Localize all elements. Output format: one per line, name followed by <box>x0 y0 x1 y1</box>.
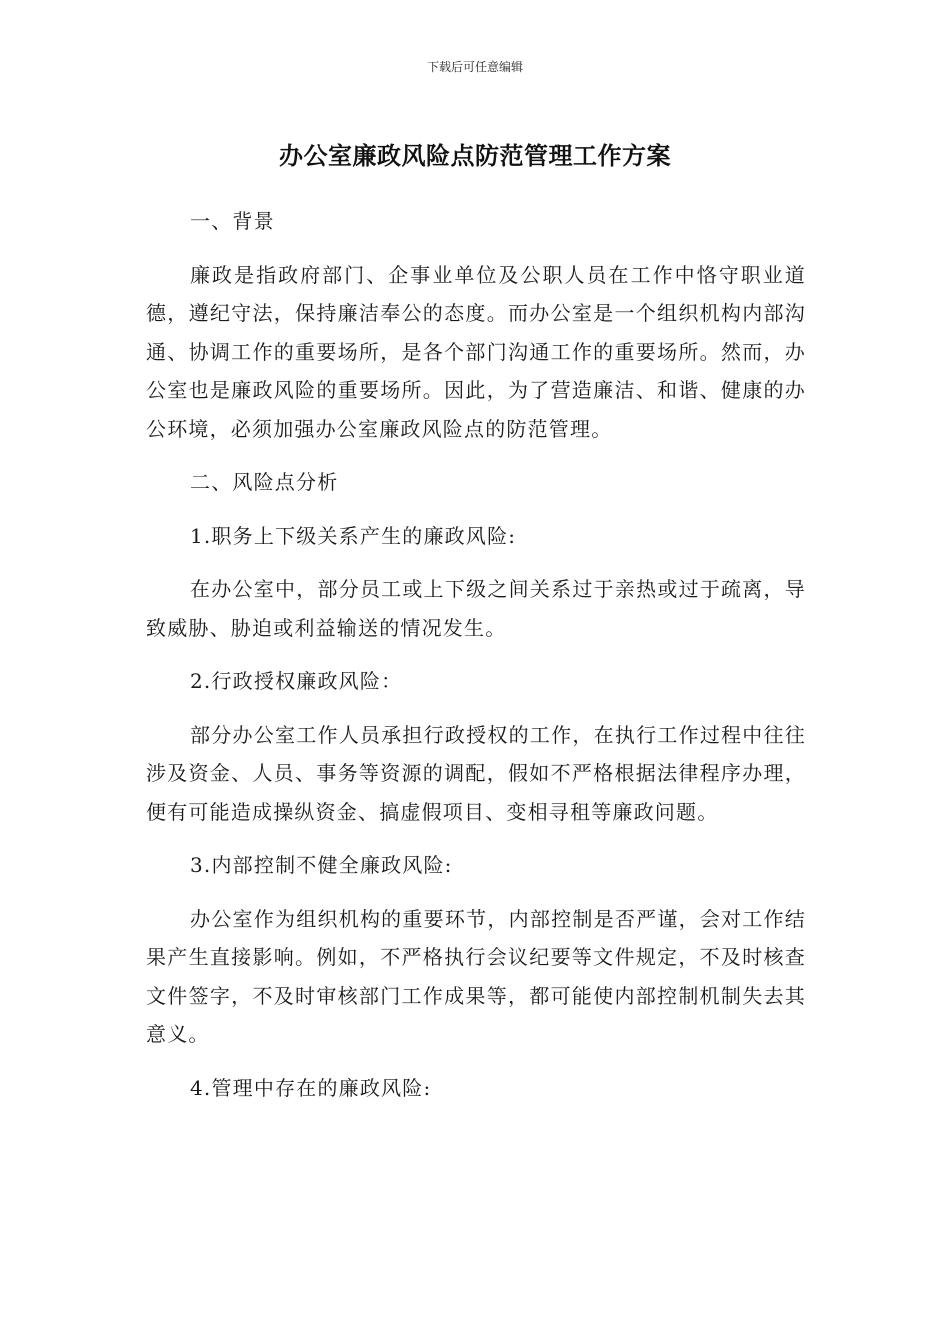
document-title: 办公室廉政风险点防范管理工作方案 <box>279 142 671 170</box>
subheading-item-2: 2.行政授权廉政风险： <box>190 669 403 693</box>
paragraph-background: 廉政是指政府部门、企事业单位及公职人员在工作中恪守职业道德，遵纪守法，保持廉洁奉公的态度。而办公室是一个组织机构内部沟通、协调工作的重要场所，是各个部门沟通工作的重要场所。然而，办公室也是廉政风险的重要场所。因此，为了营造廉洁、和谐、健康的办公环境，必须加强办公室廉政风险点的防范管理。 <box>146 262 806 441</box>
paragraph-item-1: 在办公室中，部分员工或上下级之间关系过于亲热或过于疏离，导致威胁、胁迫或利益输送的情况发生。 <box>146 577 806 640</box>
section-heading-analysis: 二、风险点分析 <box>190 470 339 494</box>
paragraph-item-2: 部分办公室工作人员承担行政授权的工作，在执行工作过程中往往涉及资金、人员、事务等资源的调配，假如不严格根据法律程序办理，便有可能造成操纵资金、搞虚假项目、变相寻租等廉政问题。 <box>146 722 806 824</box>
subheading-item-3: 3.内部控制不健全廉政风险: <box>190 853 453 877</box>
section-heading-background: 一、背景 <box>190 209 275 233</box>
paragraph-item-3: 办公室作为组织机构的重要环节，内部控制是否严谨，会对工作结果产生直接影响。例如，不严格执行会议纪要等文件规定，不及时核查文件签字，不及时审核部门工作成果等，都可能使内部控制机制失去其意义。 <box>146 906 806 1046</box>
document-body <box>146 202 806 1122</box>
subheading-item-4: 4.管理中存在的廉政风险: <box>190 1075 432 1100</box>
header-note: 下载后可任意编辑 <box>426 60 523 74</box>
subheading-item-1: 1.职务上下级关系产生的廉政风险: <box>190 523 517 548</box>
